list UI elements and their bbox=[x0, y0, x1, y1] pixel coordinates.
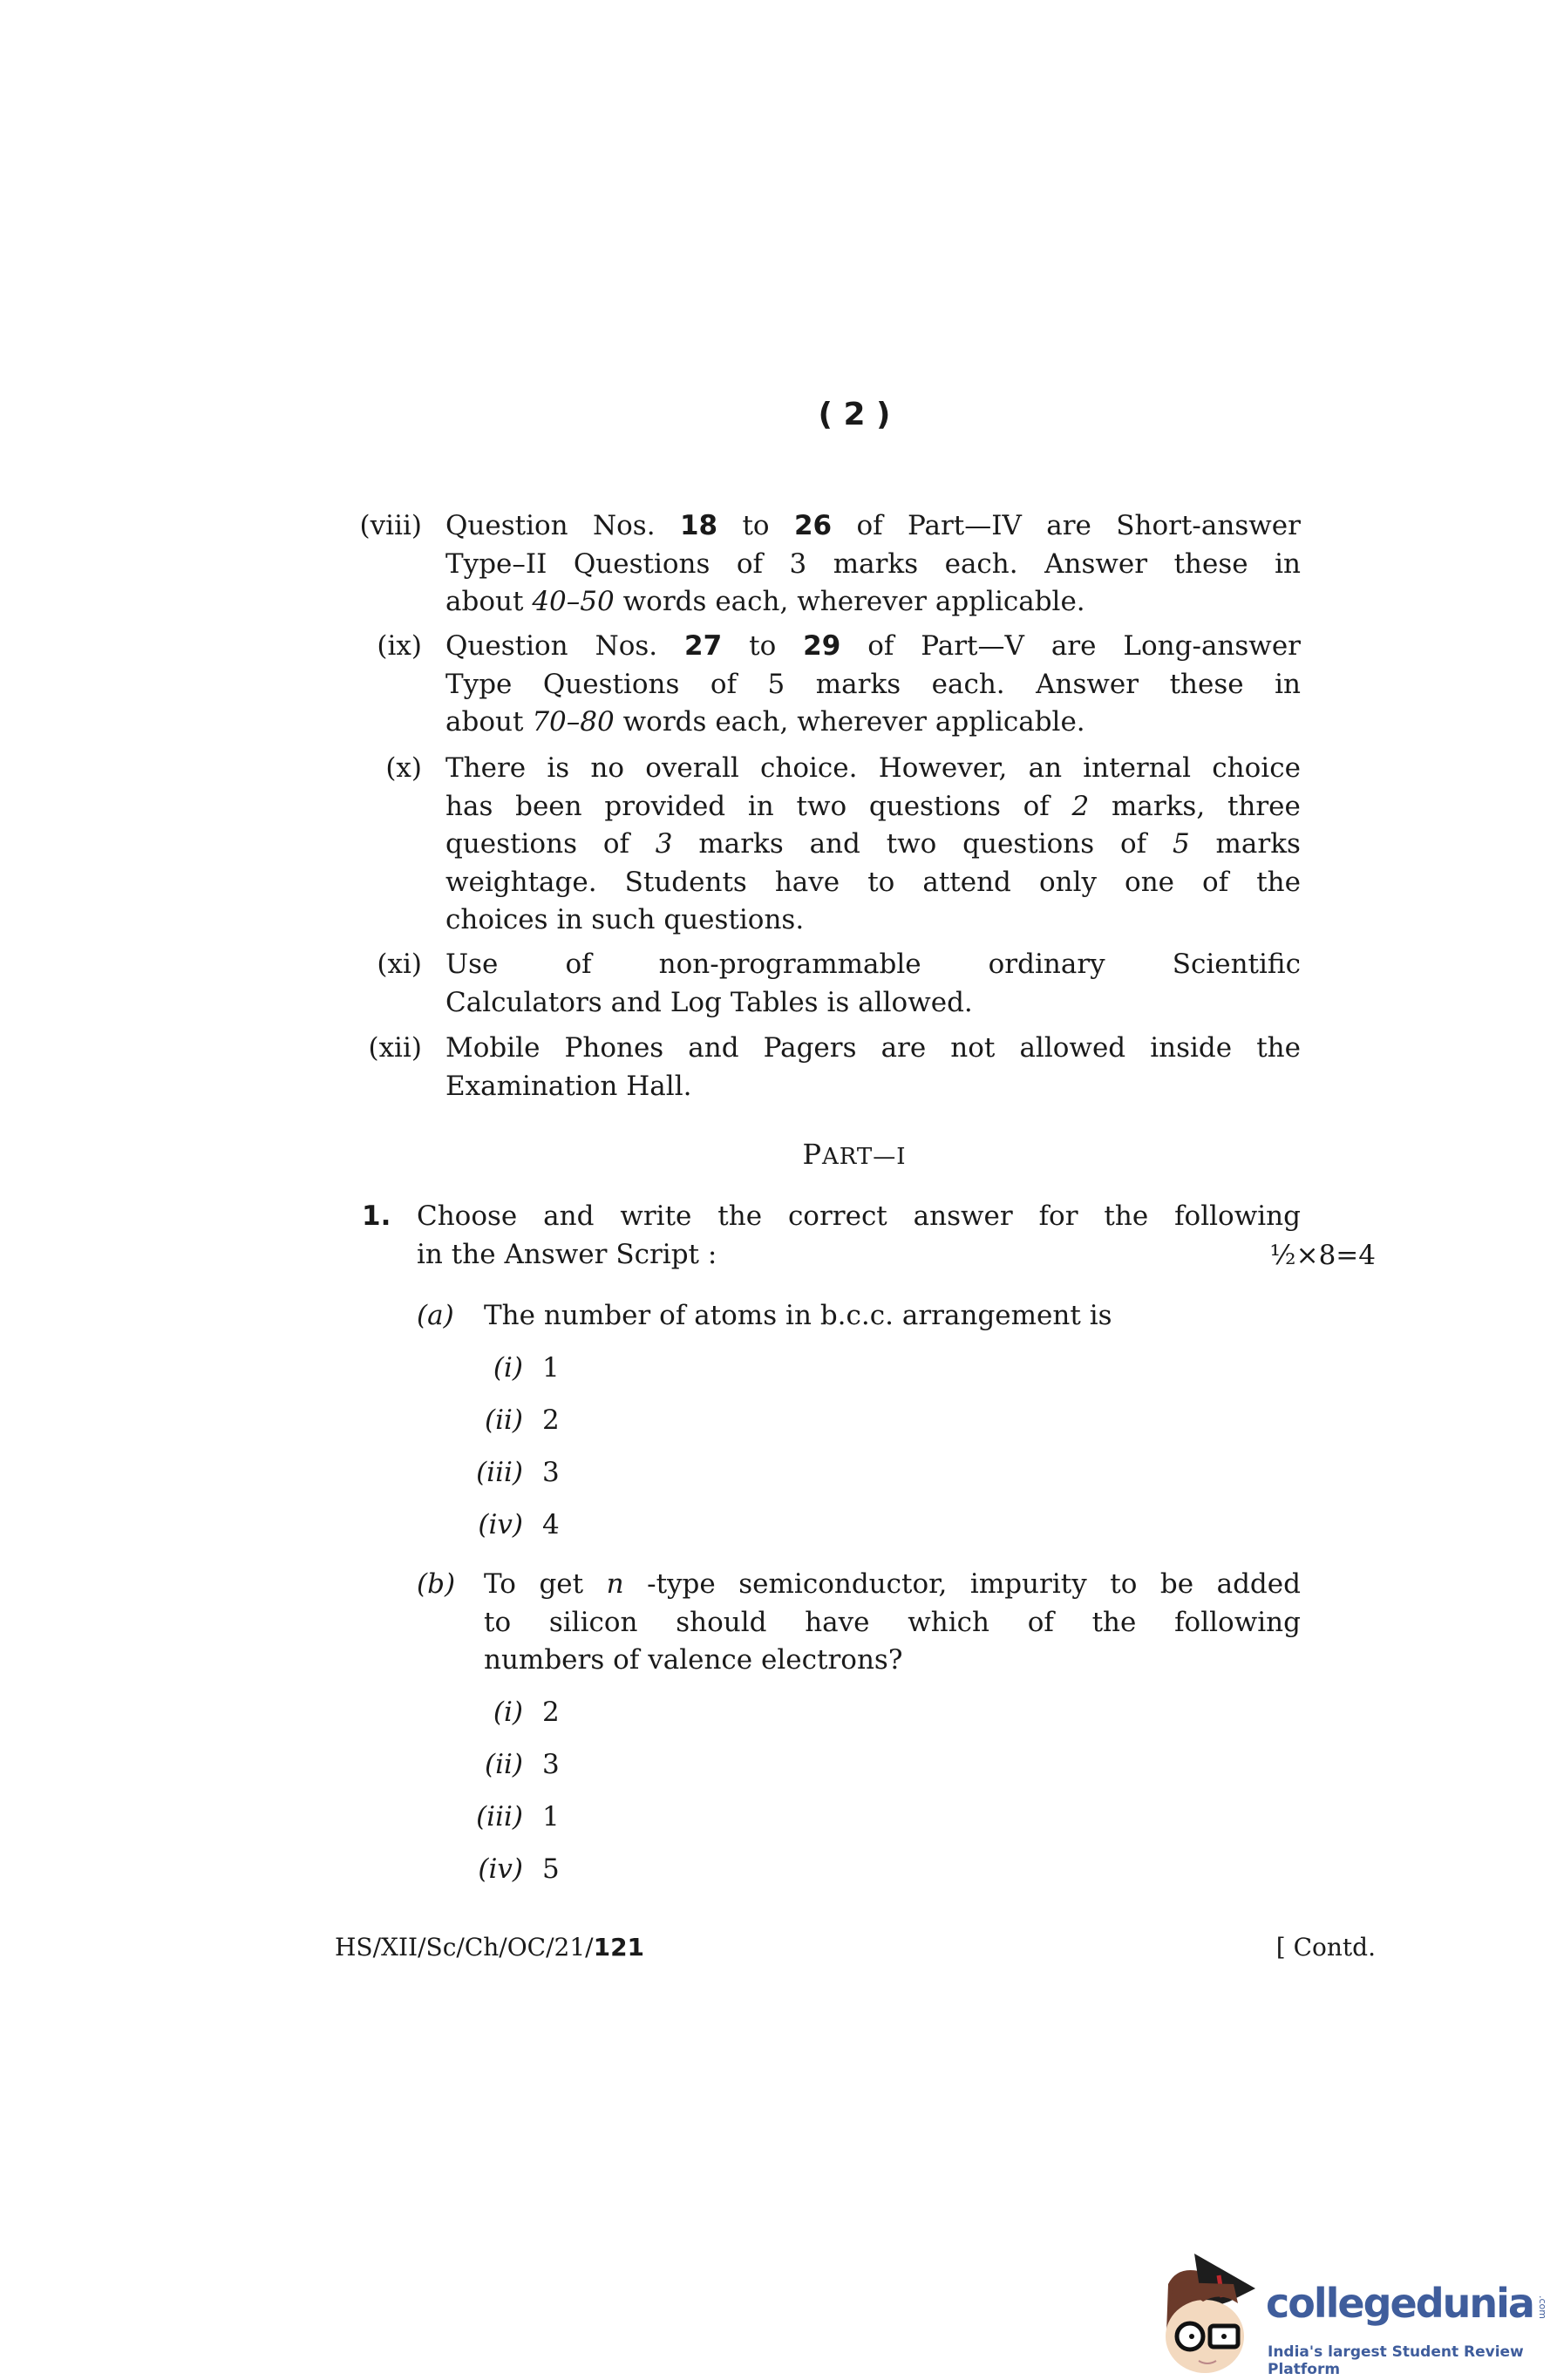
word: b.c.c. bbox=[819, 1300, 894, 1331]
text-line bbox=[445, 945, 1301, 983]
text-line bbox=[417, 1197, 1301, 1235]
word: valence bbox=[648, 1644, 753, 1676]
word: of bbox=[1023, 790, 1050, 822]
word: Choose bbox=[417, 1200, 518, 1232]
italic-text: n bbox=[606, 1568, 624, 1600]
word: Calculators bbox=[445, 986, 602, 1018]
word: wherever bbox=[797, 706, 927, 738]
text-line bbox=[445, 863, 1301, 901]
word: of bbox=[736, 547, 764, 580]
word: number bbox=[543, 1300, 651, 1331]
word: Answer bbox=[504, 1238, 608, 1270]
subquestion-label: (a) bbox=[417, 1300, 454, 1331]
word: of bbox=[710, 668, 738, 700]
word: an bbox=[1028, 752, 1063, 784]
word: have bbox=[774, 866, 840, 898]
word: get bbox=[539, 1568, 584, 1600]
option-label: (ii) bbox=[484, 1404, 523, 1436]
word: inside bbox=[1150, 1032, 1233, 1064]
word: of bbox=[602, 828, 629, 860]
word: of bbox=[1119, 828, 1147, 860]
instruction-label: (xi) bbox=[377, 949, 422, 980]
word: attend bbox=[922, 866, 1011, 898]
word: marks, bbox=[1111, 790, 1206, 822]
word: Part—V bbox=[921, 630, 1024, 662]
word: 5 bbox=[767, 668, 785, 700]
word: Script bbox=[615, 1238, 699, 1270]
option-value: 3 bbox=[542, 1456, 560, 1488]
option-value: 2 bbox=[542, 1404, 560, 1436]
option-label: (i) bbox=[493, 1696, 523, 1728]
part-heading bbox=[0, 1135, 1557, 1176]
word: to bbox=[742, 510, 770, 541]
word: in bbox=[417, 1238, 443, 1270]
word: of bbox=[1202, 866, 1229, 898]
text-line bbox=[445, 545, 1301, 583]
word: is bbox=[1089, 1300, 1112, 1331]
bold-number: 18 bbox=[679, 510, 718, 541]
word: have bbox=[805, 1606, 870, 1638]
word: only bbox=[1038, 866, 1097, 898]
word: the bbox=[451, 1238, 496, 1270]
word: Answer bbox=[1044, 547, 1148, 580]
word: Hall. bbox=[626, 1070, 692, 1102]
word: which bbox=[908, 1606, 989, 1638]
option-value: 2 bbox=[542, 1696, 560, 1728]
text-line bbox=[484, 1603, 1301, 1642]
word: There bbox=[445, 752, 527, 784]
option-value: 1 bbox=[542, 1351, 560, 1384]
word: -type bbox=[647, 1568, 716, 1600]
word: has bbox=[445, 790, 493, 822]
italic-text: 5 bbox=[1172, 828, 1190, 860]
logo-tld: .com bbox=[1536, 2295, 1548, 2319]
word: to bbox=[1110, 1568, 1138, 1600]
word: in bbox=[1275, 547, 1301, 580]
question-marks: ½×8=4 bbox=[1269, 1240, 1376, 1271]
word: Part—IV bbox=[908, 510, 1022, 541]
bold-number: 26 bbox=[793, 510, 833, 541]
word: Phones bbox=[564, 1032, 664, 1064]
text-line bbox=[445, 901, 804, 939]
text-line bbox=[445, 627, 1301, 665]
word: words bbox=[622, 706, 707, 738]
word: allowed bbox=[1019, 1032, 1126, 1064]
text-line bbox=[445, 582, 1085, 621]
word: allowed. bbox=[858, 986, 973, 1018]
word: and bbox=[809, 828, 860, 860]
text-line bbox=[445, 983, 973, 1022]
word: each, bbox=[715, 586, 789, 618]
word: wherever bbox=[797, 586, 927, 618]
word: applicable. bbox=[935, 706, 1085, 738]
word: Students bbox=[624, 866, 747, 898]
word: Short-answer bbox=[1116, 510, 1301, 541]
word: Mobile bbox=[445, 1032, 541, 1064]
word: of bbox=[613, 1644, 640, 1676]
word: not bbox=[950, 1032, 996, 1064]
text-line bbox=[445, 703, 1085, 741]
word: Scientific bbox=[1172, 949, 1301, 980]
contd-label: [ Contd. bbox=[1275, 1933, 1376, 1962]
word: Nos. bbox=[595, 630, 658, 662]
word: the bbox=[1256, 1032, 1301, 1064]
word: choice. bbox=[760, 752, 858, 784]
part-heading-rest: ART—I bbox=[822, 1144, 907, 1170]
word: marks bbox=[1215, 828, 1301, 860]
bold-number: 29 bbox=[803, 630, 841, 662]
text-line bbox=[445, 665, 1301, 704]
word: are bbox=[1046, 510, 1091, 541]
word: been bbox=[515, 790, 582, 822]
word: such bbox=[591, 904, 656, 936]
word: Long-answer bbox=[1123, 630, 1301, 662]
word: Log bbox=[670, 986, 722, 1018]
word: and bbox=[610, 986, 662, 1018]
word: impurity bbox=[969, 1568, 1087, 1600]
word: the bbox=[1104, 1200, 1149, 1232]
word: Type–II bbox=[445, 547, 547, 580]
word: To bbox=[484, 1568, 516, 1600]
word: Nos. bbox=[593, 510, 656, 541]
word: in bbox=[556, 904, 583, 936]
word: should bbox=[676, 1606, 767, 1638]
word: overall bbox=[645, 752, 739, 784]
word: no bbox=[590, 752, 624, 784]
collegedunia-logo bbox=[1151, 2249, 1557, 2377]
subquestion-label: (b) bbox=[417, 1568, 456, 1600]
word: electrons? bbox=[761, 1644, 903, 1676]
word: atoms bbox=[694, 1300, 778, 1331]
word: to bbox=[867, 866, 895, 898]
question-number: 1. bbox=[362, 1200, 391, 1232]
word: applicable. bbox=[935, 586, 1085, 618]
word: Question bbox=[445, 630, 568, 662]
word: correct bbox=[787, 1200, 887, 1232]
word: each. bbox=[944, 547, 1018, 580]
paper-code-text: HS/XII/Sc/Ch/OC/21/ bbox=[335, 1933, 594, 1962]
word: questions bbox=[962, 828, 1095, 860]
instruction-label: (ix) bbox=[377, 630, 422, 662]
word: following bbox=[1174, 1606, 1301, 1638]
word: silicon bbox=[548, 1606, 638, 1638]
word: choices bbox=[445, 904, 548, 936]
option-value: 1 bbox=[542, 1800, 560, 1833]
option-value: 5 bbox=[542, 1853, 560, 1885]
word: is bbox=[826, 986, 850, 1018]
word: about bbox=[445, 706, 524, 738]
word: Use bbox=[445, 949, 499, 980]
word: and bbox=[688, 1032, 739, 1064]
italic-text: 40–50 bbox=[532, 586, 615, 618]
word: be bbox=[1159, 1568, 1194, 1600]
word: to bbox=[749, 630, 777, 662]
word: the bbox=[1091, 1606, 1137, 1638]
word: marks bbox=[698, 828, 784, 860]
page-number: ( 2 ) bbox=[818, 397, 891, 432]
word: two bbox=[796, 790, 847, 822]
text-line bbox=[484, 1565, 1301, 1603]
word: semiconductor, bbox=[738, 1568, 948, 1600]
word: Tables bbox=[730, 986, 819, 1018]
mascot-icon bbox=[1151, 2249, 1282, 2377]
option-label: (iii) bbox=[476, 1800, 523, 1833]
word: of bbox=[659, 1300, 686, 1331]
word: arrangement bbox=[901, 1300, 1081, 1331]
text-line bbox=[445, 787, 1301, 826]
word: Questions bbox=[573, 547, 711, 580]
word: provided bbox=[604, 790, 726, 822]
word: of bbox=[565, 949, 592, 980]
word: each. bbox=[931, 668, 1005, 700]
word: for bbox=[1038, 1200, 1078, 1232]
word: write bbox=[620, 1200, 692, 1232]
word: However, bbox=[878, 752, 1008, 784]
word: are bbox=[1050, 630, 1097, 662]
word: marks bbox=[815, 668, 901, 700]
instruction-label: (x) bbox=[385, 752, 422, 784]
word: these bbox=[1173, 547, 1248, 580]
text-line bbox=[445, 507, 1301, 545]
word: Answer bbox=[1036, 668, 1139, 700]
instruction-label: (viii) bbox=[359, 510, 422, 541]
word: two bbox=[886, 828, 937, 860]
italic-text: 2 bbox=[1071, 790, 1090, 822]
word: one bbox=[1125, 866, 1175, 898]
word: to bbox=[484, 1606, 512, 1638]
word: words bbox=[622, 586, 707, 618]
word: about bbox=[445, 586, 524, 618]
italic-text: 70–80 bbox=[532, 706, 615, 738]
option-label: (i) bbox=[493, 1351, 523, 1384]
word: of bbox=[867, 630, 894, 662]
word: : bbox=[707, 1238, 717, 1270]
text-line bbox=[445, 749, 1301, 787]
text-line bbox=[445, 1029, 1301, 1067]
option-value: 4 bbox=[542, 1508, 560, 1540]
option-label: (iii) bbox=[476, 1456, 523, 1488]
word: each, bbox=[715, 706, 789, 738]
word: choice bbox=[1212, 752, 1301, 784]
logo-tagline: India's largest Student Review Platform bbox=[1268, 2343, 1524, 2378]
word: internal bbox=[1083, 752, 1192, 784]
option-label: (ii) bbox=[484, 1748, 523, 1780]
part-heading-initial: P bbox=[802, 1138, 822, 1171]
word: marks bbox=[833, 547, 919, 580]
logo-wordmark-row bbox=[1266, 2279, 1547, 2328]
text-line bbox=[484, 1641, 902, 1679]
word: Type bbox=[445, 668, 513, 700]
word: questions bbox=[868, 790, 1001, 822]
word: in bbox=[1275, 668, 1301, 700]
word: is bbox=[547, 752, 570, 784]
word: of bbox=[856, 510, 883, 541]
word: the bbox=[717, 1200, 763, 1232]
word: are bbox=[880, 1032, 927, 1064]
word: these bbox=[1169, 668, 1244, 700]
option-label: (iv) bbox=[478, 1853, 523, 1885]
logo-wordmark: collegedunia bbox=[1266, 2280, 1533, 2327]
option-label: (iv) bbox=[478, 1508, 523, 1540]
word: three bbox=[1227, 790, 1301, 822]
text-line bbox=[445, 825, 1301, 863]
word: and bbox=[543, 1200, 595, 1232]
word: added bbox=[1216, 1568, 1301, 1600]
instruction-label: (xii) bbox=[368, 1032, 422, 1064]
paper-code-number: 121 bbox=[593, 1933, 645, 1962]
word: questions. bbox=[663, 904, 805, 936]
text-line bbox=[445, 1067, 691, 1105]
word: following bbox=[1174, 1200, 1301, 1232]
word: in bbox=[785, 1300, 812, 1331]
word: numbers bbox=[484, 1644, 605, 1676]
italic-text: 3 bbox=[655, 828, 673, 860]
paper-code bbox=[335, 1930, 644, 1965]
word: in bbox=[747, 790, 774, 822]
word: Examination bbox=[445, 1070, 618, 1102]
word: of bbox=[1027, 1606, 1054, 1638]
word: 3 bbox=[789, 547, 807, 580]
word: ordinary bbox=[988, 949, 1105, 980]
word: questions bbox=[445, 828, 577, 860]
text-line bbox=[417, 1235, 717, 1274]
option-value: 3 bbox=[542, 1748, 560, 1780]
word: weightage. bbox=[445, 866, 597, 898]
word: the bbox=[1256, 866, 1301, 898]
word: answer bbox=[913, 1200, 1013, 1232]
word: Question bbox=[445, 510, 568, 541]
bold-number: 27 bbox=[684, 630, 723, 662]
word: non-programmable bbox=[658, 949, 921, 980]
text-line bbox=[484, 1296, 1112, 1335]
word: The bbox=[484, 1300, 535, 1331]
word: Questions bbox=[542, 668, 680, 700]
word: Pagers bbox=[763, 1032, 857, 1064]
